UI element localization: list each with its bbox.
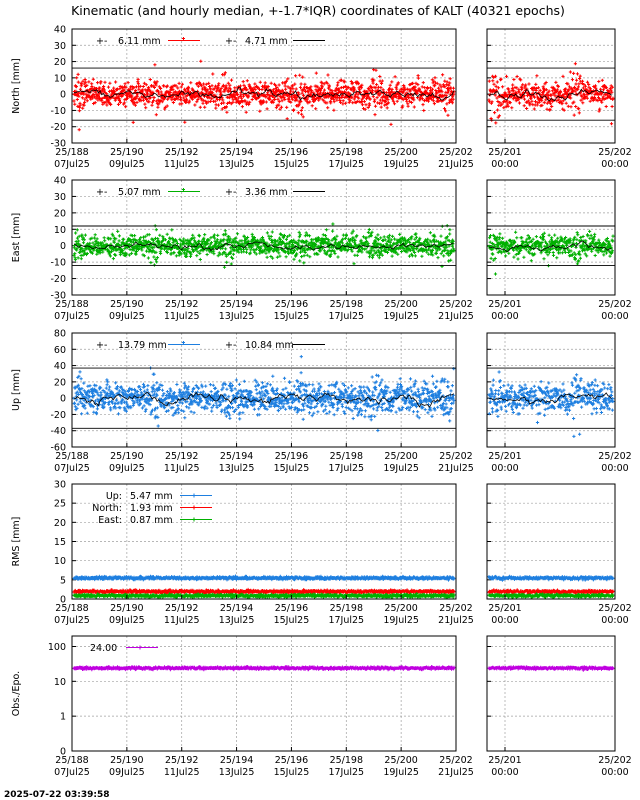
x-tick-label-date: 00:00 (601, 159, 629, 170)
legend (96, 36, 325, 47)
y-tick-label: 0 (59, 746, 66, 758)
x-tick-label-date: 07Jul25 (54, 159, 90, 170)
x-tick-label-date: 17Jul25 (328, 311, 365, 322)
x-tick-label-date: 15Jul25 (273, 767, 310, 778)
x-tick-label-date: 00:00 (491, 615, 519, 626)
x-tick-label-date: 11Jul25 (163, 463, 200, 474)
x-tick-label-day: 25/202 (439, 603, 473, 614)
y-tick-label: 15 (53, 537, 66, 548)
x-tick-label-day: 25/192 (165, 299, 199, 310)
x-tick-label-date: 13Jul25 (218, 615, 255, 626)
north-points (487, 62, 614, 125)
zoom-plot (487, 29, 632, 170)
x-tick-label-day: 25/198 (329, 755, 363, 766)
y-tick-label: 40 (53, 24, 66, 36)
x-tick-label-day: 25/192 (165, 147, 199, 158)
panel-rms (11, 480, 632, 627)
x-tick-label-day: 25/190 (110, 755, 144, 766)
x-tick-label-date: 09Jul25 (109, 463, 145, 474)
y-tick-label: -60 (50, 442, 66, 454)
y-tick-label: 20 (53, 208, 66, 220)
x-tick-label-date: 07Jul25 (54, 463, 90, 474)
legend-label: North: (92, 503, 122, 514)
x-tick-label-date: 00:00 (491, 767, 519, 778)
legend-value: 5.47 mm (130, 491, 173, 502)
y-tick-label: 30 (53, 191, 66, 203)
x-tick-label-day: 25/188 (55, 603, 89, 614)
x-tick-label-date: 17Jul25 (328, 159, 365, 170)
y-tick-label: 60 (53, 344, 66, 356)
x-tick-label-date: 15Jul25 (273, 463, 310, 474)
x-tick-label-day: 25/190 (110, 299, 144, 310)
x-tick-label-date: 09Jul25 (109, 767, 145, 778)
legend (92, 491, 212, 526)
x-tick-label-day: 25/190 (110, 451, 144, 462)
y-tick-label: 10 (53, 676, 66, 688)
x-tick-label-day: 25/198 (329, 603, 363, 614)
x-tick-label-day: 25/196 (274, 299, 309, 310)
panel-east (11, 176, 632, 323)
legend (96, 187, 325, 198)
chart-title: Kinematic (and hourly median, +-1.7*IQR) coordinates of KALT (40321 epochs) (71, 3, 565, 18)
timestamp: 2025-07-22 03:39:58 (4, 790, 110, 800)
x-tick-label-date: 00:00 (601, 767, 629, 778)
y-tick-label: -20 (50, 409, 66, 421)
x-tick-label-day: 25/201 (488, 451, 522, 462)
x-tick-label-date: 00:00 (491, 463, 519, 474)
x-tick-label-date: 19Jul25 (383, 311, 419, 322)
x-tick-label-day: 25/192 (165, 755, 199, 766)
y-tick-label: 5 (59, 575, 66, 587)
x-tick-label-day: 25/194 (219, 299, 254, 310)
x-tick-label-day: 25/192 (165, 603, 199, 614)
y-tick-label: 30 (53, 479, 66, 491)
y-tick-label: 20 (53, 377, 66, 389)
x-tick-label-day: 25/196 (274, 603, 309, 614)
x-tick-label-day: 25/194 (219, 755, 254, 766)
east-points (487, 230, 614, 276)
legend-value: 5.07 mm (118, 187, 161, 198)
y-tick-label: -10 (50, 257, 66, 269)
x-tick-label-date: 11Jul25 (163, 311, 200, 322)
legend-value: 13.79 mm (118, 340, 167, 351)
legend-label: +- (96, 187, 108, 198)
x-tick-label-day: 25/202 (439, 147, 473, 158)
x-tick-label-day: 25/196 (274, 755, 309, 766)
x-tick-label-day: 25/202 (598, 451, 632, 462)
x-tick-label-day: 25/198 (329, 147, 363, 158)
x-tick-label-date: 17Jul25 (328, 463, 365, 474)
x-tick-label-date: 00:00 (491, 159, 519, 170)
y-tick-label: 10 (53, 73, 66, 85)
y-tick-label: 0 (59, 594, 66, 606)
x-tick-label-date: 00:00 (601, 463, 629, 474)
x-tick-label-day: 25/201 (488, 755, 522, 766)
x-tick-label-date: 21Jul25 (438, 311, 474, 322)
x-tick-label-date: 19Jul25 (383, 159, 419, 170)
x-tick-label-day: 25/196 (274, 451, 309, 462)
y-tick-label: 0 (59, 241, 66, 253)
y-tick-label: -40 (50, 426, 66, 438)
legend-value: 0.87 mm (130, 515, 173, 526)
x-tick-label-date: 19Jul25 (383, 767, 419, 778)
y-tick-label: 10 (53, 224, 66, 236)
x-tick-label-date: 13Jul25 (218, 767, 255, 778)
y-tick-label: 20 (53, 57, 66, 69)
x-tick-label-date: 15Jul25 (273, 159, 310, 170)
legend-value: 10.84 mm (245, 340, 294, 351)
y-tick-label: -30 (50, 290, 66, 302)
x-tick-label-day: 25/200 (384, 147, 418, 158)
x-tick-label-day: 25/201 (488, 147, 522, 158)
x-tick-label-day: 25/190 (110, 147, 144, 158)
x-tick-label-day: 25/202 (598, 299, 632, 310)
main-plot (48, 636, 474, 778)
y-axis-label: RMS [mm] (11, 516, 22, 567)
legend-label: +- (96, 340, 108, 351)
y-tick-label: 80 (53, 328, 66, 340)
y-tick-label: 40 (53, 361, 66, 373)
x-tick-label-day: 25/202 (598, 147, 632, 158)
x-tick-label-date: 17Jul25 (328, 767, 365, 778)
x-tick-label-date: 00:00 (601, 311, 629, 322)
x-tick-label-date: 13Jul25 (218, 311, 255, 322)
y-axis-label: Obs./Epo. (11, 670, 22, 717)
x-tick-label-day: 25/202 (439, 451, 473, 462)
y-tick-label: 0 (59, 393, 66, 405)
panel-north (11, 25, 632, 171)
x-tick-label-day: 25/194 (219, 147, 254, 158)
obs-points (72, 665, 455, 671)
x-tick-label-day: 25/201 (488, 299, 522, 310)
x-tick-label-date: 11Jul25 (163, 767, 200, 778)
x-tick-label-date: 21Jul25 (438, 159, 474, 170)
y-tick-label: 1 (59, 711, 66, 723)
legend-label: +- (225, 340, 237, 351)
x-tick-label-date: 13Jul25 (218, 159, 255, 170)
y-axis-label: North [mm] (11, 58, 22, 114)
x-tick-label-day: 25/192 (165, 451, 199, 462)
x-tick-label-date: 17Jul25 (328, 615, 365, 626)
plot-frame (72, 636, 456, 751)
x-tick-label-date: 13Jul25 (218, 463, 255, 474)
x-tick-label-date: 09Jul25 (109, 311, 145, 322)
up-points (72, 355, 455, 432)
y-tick-label: 20 (53, 517, 66, 529)
x-tick-label-day: 25/200 (384, 755, 418, 766)
x-tick-label-date: 21Jul25 (438, 615, 474, 626)
x-tick-label-day: 25/202 (439, 755, 473, 766)
x-tick-label-date: 21Jul25 (438, 767, 474, 778)
legend-value: 24.00 (90, 643, 118, 654)
x-tick-label-date: 15Jul25 (273, 311, 310, 322)
zoom-plot (487, 180, 632, 322)
x-tick-label-date: 07Jul25 (54, 767, 90, 778)
x-tick-label-date: 07Jul25 (54, 615, 90, 626)
x-tick-label-day: 25/198 (329, 299, 363, 310)
x-tick-label-date: 09Jul25 (109, 159, 145, 170)
zoom-plot (487, 333, 632, 474)
x-tick-label-day: 25/200 (384, 299, 418, 310)
y-tick-label: -10 (50, 105, 66, 117)
panels (11, 25, 632, 779)
panel-up (11, 329, 632, 475)
x-tick-label-day: 25/198 (329, 451, 363, 462)
y-tick-label: 100 (47, 641, 66, 653)
x-tick-label-day: 25/202 (598, 603, 632, 614)
legend-value: 4.71 mm (245, 36, 288, 47)
y-tick-label: -20 (50, 274, 66, 286)
panel-obs (11, 636, 632, 778)
y-axis-label: Up [mm] (11, 369, 22, 411)
legend-label: +- (225, 187, 237, 198)
plot-frame (487, 636, 615, 751)
y-tick-label: -30 (50, 138, 66, 150)
y-tick-label: 10 (53, 556, 66, 568)
y-tick-label: -20 (50, 122, 66, 134)
x-tick-label-date: 07Jul25 (54, 311, 90, 322)
x-tick-label-day: 25/190 (110, 603, 144, 614)
legend (90, 643, 158, 654)
zoom-plot (487, 484, 632, 626)
x-tick-label-date: 11Jul25 (163, 615, 200, 626)
x-tick-label-day: 25/201 (488, 603, 522, 614)
y-tick-label: 40 (53, 175, 66, 187)
rms-up-points (72, 575, 455, 582)
y-tick-label: 30 (53, 40, 66, 52)
legend-value: 6.11 mm (118, 36, 161, 47)
legend-label: +- (96, 36, 108, 47)
x-tick-label-day: 25/194 (219, 451, 254, 462)
x-tick-label-date: 19Jul25 (383, 615, 419, 626)
x-tick-label-day: 25/188 (55, 451, 89, 462)
x-tick-label-day: 25/196 (274, 147, 309, 158)
rms-up-points (487, 575, 614, 582)
legend-label: East: (98, 515, 122, 526)
obs-points (487, 665, 614, 672)
legend-value: 1.93 mm (130, 503, 173, 514)
x-tick-label-day: 25/188 (55, 147, 89, 158)
x-tick-label-date: 11Jul25 (163, 159, 200, 170)
x-tick-label-date: 09Jul25 (109, 615, 145, 626)
x-tick-label-day: 25/188 (55, 755, 89, 766)
x-tick-label-day: 25/202 (439, 299, 473, 310)
y-axis-label: East [mm] (11, 212, 22, 263)
legend-label: Up: (105, 491, 122, 502)
x-tick-label-day: 25/188 (55, 299, 89, 310)
y-tick-label: 0 (59, 89, 66, 101)
x-tick-label-day: 25/200 (384, 451, 418, 462)
y-tick-label: 25 (53, 498, 66, 510)
x-tick-label-date: 19Jul25 (383, 463, 419, 474)
x-tick-label-date: 21Jul25 (438, 463, 474, 474)
x-tick-label-day: 25/200 (384, 603, 418, 614)
x-tick-label-date: 15Jul25 (273, 615, 310, 626)
x-tick-label-day: 25/202 (598, 755, 632, 766)
legend-label: +- (225, 36, 237, 47)
x-tick-label-date: 00:00 (491, 311, 519, 322)
legend-value: 3.36 mm (245, 187, 288, 198)
zoom-plot (487, 636, 632, 778)
x-tick-label-date: 00:00 (601, 615, 629, 626)
x-tick-label-day: 25/194 (219, 603, 254, 614)
legend (96, 340, 325, 351)
